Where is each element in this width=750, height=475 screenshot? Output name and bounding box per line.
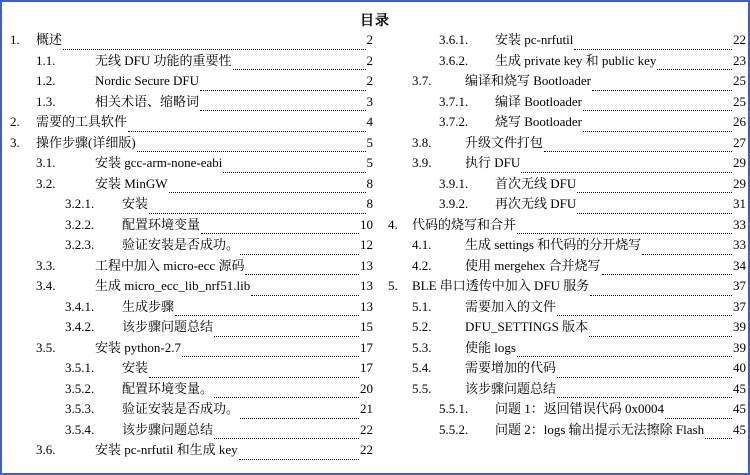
toc-entry-number: 3.	[10, 134, 20, 150]
toc-entry[interactable]	[382, 256, 746, 277]
toc-entry-page: 17	[360, 360, 373, 375]
toc-entry-number: 5.4.	[412, 360, 432, 375]
toc-entry-line	[495, 420, 746, 441]
toc-entry-line	[465, 153, 746, 174]
toc-entry[interactable]	[382, 30, 746, 51]
toc-entry-number: 5.5.2.	[439, 421, 469, 437]
toc-entry-line	[465, 317, 746, 338]
toc-entry-page: 5	[366, 155, 373, 170]
toc-entry-number: 5.3.	[412, 339, 432, 355]
toc-entry-number: 3.2.2.	[65, 216, 95, 232]
toc-entry-line	[36, 30, 373, 51]
toc-entry-number: 3.7.2.	[439, 114, 469, 129]
toc-entry-label: 编译 Bootloader	[495, 93, 583, 109]
dot-leader	[590, 281, 732, 296]
toc-entry-number: 3.5.4.	[65, 421, 95, 437]
toc-entry-label: 问题 1：返回错误代码 0x0004	[495, 401, 665, 416]
toc-entry-label: 验证安装是否成功。	[122, 237, 240, 252]
toc-entry-number: 3.4.	[36, 278, 56, 293]
toc-entry-label: 安装 python-2.7	[95, 339, 181, 355]
toc-entry-label: 操作步骤(详细版)	[36, 134, 136, 150]
toc-entry-page: 29	[733, 175, 746, 191]
toc-column-left	[2, 30, 377, 461]
toc-entry-label: 需要加入的文件	[465, 298, 557, 314]
toc-entry-page: 23	[733, 52, 746, 68]
toc-entry-page: 15	[360, 319, 373, 334]
toc-entry[interactable]	[382, 215, 746, 236]
toc-entry-line	[122, 420, 373, 441]
toc-entry-label: 配置环境变量。	[122, 380, 214, 396]
toc-entry-label: 安装 gcc-arm-none-eabi	[95, 155, 223, 170]
toc-entry-line	[122, 194, 373, 215]
toc-entry-label: 无线 DFU 功能的重要性	[95, 52, 232, 68]
toc-entry-number: 4.1.	[412, 237, 432, 252]
toc-entry-page: 13	[360, 257, 373, 273]
toc-entry-number: 3.2.3.	[65, 237, 95, 252]
toc-entry-number: 5.1.	[412, 298, 432, 314]
toc-entry-page: 29	[733, 155, 746, 170]
toc-entry-page: 22	[360, 421, 373, 437]
toc-entry-label: 问题 2：logs 输出提示无法擦除 Flash	[495, 421, 705, 437]
toc-entry-number: 3.9.2.	[439, 196, 469, 211]
toc-entry-page: 39	[733, 339, 746, 355]
dot-leader	[251, 281, 359, 296]
toc-entry-label: 执行 DFU	[465, 155, 521, 170]
toc-entry[interactable]	[382, 276, 746, 297]
toc-entry-label: 烧写 Bootloader	[495, 114, 583, 129]
dot-leader	[589, 322, 732, 337]
toc-entry-page: 8	[366, 196, 373, 211]
toc-entry[interactable]	[2, 379, 377, 400]
dot-leader	[574, 35, 732, 50]
toc-entry-line	[495, 194, 746, 215]
dot-leader	[602, 260, 732, 275]
toc-entry-label: 安装 pc-nrfutil	[495, 32, 574, 47]
toc-entry-page: 25	[733, 73, 746, 88]
dot-leader	[137, 137, 366, 152]
toc-entry-number: 3.7.1.	[439, 93, 469, 109]
toc-entry-label: 该步骤问题总结	[122, 421, 214, 437]
toc-entry-page: 2	[366, 32, 373, 47]
toc-entry-line	[412, 276, 746, 297]
toc-entry[interactable]	[382, 399, 746, 420]
toc-entry[interactable]	[382, 153, 746, 174]
toc-entry-number: 1.	[10, 32, 20, 47]
toc-entry-line	[465, 358, 746, 379]
toc-entry-line	[465, 71, 746, 92]
toc-entry-label: DFU_SETTINGS 版本	[465, 319, 589, 334]
toc-entry[interactable]	[382, 71, 746, 92]
toc-entry[interactable]	[2, 297, 377, 318]
toc-entry-page: 39	[733, 319, 746, 334]
dot-leader	[705, 424, 732, 439]
toc-entry[interactable]	[2, 338, 377, 359]
dot-leader	[240, 404, 359, 419]
toc-entry-line	[36, 112, 373, 133]
toc-entry-page: 25	[733, 93, 746, 109]
toc-entry-number: 1.2.	[36, 73, 56, 88]
toc-entry[interactable]	[2, 51, 377, 72]
toc-entry-label: 升级文件打包	[465, 134, 544, 150]
toc-entry[interactable]	[382, 112, 746, 133]
toc-entry-number: 4.	[388, 216, 398, 232]
toc-entry-label: 代码的烧写和合并	[412, 216, 517, 232]
toc-entry-line	[495, 399, 746, 420]
toc-entry-line	[122, 297, 373, 318]
dot-leader	[200, 96, 365, 111]
toc-entry-page: 26	[733, 114, 746, 129]
toc-entry-page: 22	[360, 442, 373, 457]
toc-entry[interactable]	[382, 133, 746, 154]
toc-entry-number: 5.5.	[412, 380, 432, 396]
toc-entry-line	[465, 297, 746, 318]
toc-entry[interactable]	[2, 276, 377, 297]
dot-leader	[577, 178, 732, 193]
toc-entry-label: 再次无线 DFU	[495, 196, 577, 211]
dot-leader	[149, 199, 365, 214]
toc-entry-number: 1.1.	[36, 52, 56, 68]
toc-entry-line	[122, 317, 373, 338]
toc-entry-line	[95, 440, 373, 461]
dot-leader	[239, 445, 359, 460]
toc-entry-label: 安装 MinGW	[95, 175, 168, 191]
toc-entry-page: 20	[360, 380, 373, 396]
toc-entry-label: Nordic Secure DFU	[95, 73, 199, 88]
toc-entry-label: 安装	[122, 360, 149, 375]
toc-entry[interactable]	[382, 297, 746, 318]
dot-leader	[583, 117, 732, 132]
toc-entry-page: 37	[733, 278, 746, 293]
toc-entry-page: 33	[733, 237, 746, 252]
toc-entry[interactable]	[2, 235, 377, 256]
toc-entry-line	[122, 215, 373, 236]
toc-entry-label: BLE 串口透传中加入 DFU 服务	[412, 278, 590, 293]
toc-entry-label: 安装	[122, 196, 149, 211]
dot-leader	[517, 342, 732, 357]
toc-entry-number: 3.5.2.	[65, 380, 95, 396]
dot-leader	[201, 219, 359, 234]
toc-entry-line	[95, 256, 373, 277]
toc-entry-page: 31	[733, 196, 746, 211]
toc-entry-line	[465, 379, 746, 400]
toc-entry-page: 34	[733, 257, 746, 273]
toc-entry-line	[465, 256, 746, 277]
toc-entry[interactable]	[2, 317, 377, 338]
toc-entry-page: 22	[733, 32, 746, 47]
dot-leader	[557, 301, 732, 316]
dot-leader	[214, 322, 359, 337]
toc-entry[interactable]	[2, 420, 377, 441]
toc-entry[interactable]	[2, 256, 377, 277]
toc-entry[interactable]	[2, 194, 377, 215]
toc-entry-number: 3.8.	[412, 134, 432, 150]
toc-entry-line	[495, 30, 746, 51]
toc-entry-page: 4	[366, 114, 373, 129]
dot-leader	[233, 55, 366, 70]
toc-entry-label: 相关术语、缩略词	[95, 93, 200, 109]
toc-entry[interactable]	[2, 440, 377, 461]
toc-column-right	[382, 30, 746, 440]
toc-entry[interactable]	[382, 235, 746, 256]
toc-entry-page: 37	[733, 298, 746, 314]
dot-leader	[63, 35, 365, 50]
toc-entry-label: 生成 private key 和 public key	[495, 52, 657, 68]
toc-entry[interactable]	[2, 215, 377, 236]
toc-entry[interactable]	[382, 317, 746, 338]
toc-entry[interactable]	[382, 51, 746, 72]
toc-entry-line	[122, 379, 373, 400]
toc-entry-number: 1.3.	[36, 93, 56, 109]
toc-entry-label: 该步骤问题总结	[122, 319, 214, 334]
toc-entry-number: 3.5.	[36, 339, 56, 355]
toc-entry-label: 验证安装是否成功。	[122, 401, 240, 416]
toc-entry-page: 3	[366, 93, 373, 109]
dot-leader	[175, 301, 359, 316]
toc-entry-page: 8	[366, 175, 373, 191]
dot-leader	[200, 76, 366, 91]
toc-entry-line	[95, 71, 373, 92]
toc-entry-line	[495, 112, 746, 133]
dot-leader	[657, 55, 732, 70]
toc-entry[interactable]	[2, 71, 377, 92]
dot-leader	[182, 342, 359, 357]
toc-entry[interactable]	[382, 174, 746, 195]
toc-entry-page: 12	[360, 237, 373, 252]
toc-entry-page: 45	[733, 421, 746, 437]
toc-entry-number: 3.1.	[36, 155, 56, 170]
dot-leader	[245, 260, 359, 275]
toc-entry[interactable]	[2, 92, 377, 113]
toc-entry-line	[495, 51, 746, 72]
dot-leader	[557, 383, 732, 398]
dot-leader	[128, 117, 365, 132]
toc-entry-label: 需要增加的代码	[465, 360, 557, 375]
toc-entry-line	[95, 92, 373, 113]
dot-leader	[214, 383, 359, 398]
toc-entry-line	[95, 338, 373, 359]
toc-entry-page: 40	[733, 360, 746, 375]
dot-leader	[642, 240, 732, 255]
toc-entry-page: 45	[733, 401, 746, 416]
dot-leader	[223, 158, 365, 173]
toc-entry-page: 21	[360, 401, 373, 416]
toc-entry-label: 该步骤问题总结	[465, 380, 557, 396]
toc-entry-line	[95, 174, 373, 195]
toc-entry-label: 需要的工具软件	[36, 114, 128, 129]
toc-entry-label: 配置环境变量	[122, 216, 201, 232]
toc-entry-line	[95, 51, 373, 72]
dot-leader	[214, 424, 359, 439]
toc-entry-page: 2	[366, 73, 373, 88]
toc-entry-line	[495, 174, 746, 195]
toc-entry-label: 首次无线 DFU	[495, 175, 577, 191]
toc-entry-number: 2.	[10, 114, 20, 129]
toc-entry[interactable]	[382, 358, 746, 379]
dot-leader	[592, 76, 732, 91]
toc-entry-label: 生成 micro_ecc_lib_nrf51.lib	[95, 278, 251, 293]
toc-entry-label: 使用 mergehex 合并烧写	[465, 257, 601, 273]
toc-entry-number: 5.5.1.	[439, 401, 469, 416]
toc-entry-number: 5.	[388, 278, 398, 293]
toc-entry-number: 3.5.3.	[65, 401, 95, 416]
dot-leader	[583, 96, 732, 111]
toc-entry-number: 3.2.1.	[65, 196, 95, 211]
toc-entry-number: 3.4.2.	[65, 319, 95, 334]
toc-entry-line	[122, 399, 373, 420]
dot-leader	[240, 240, 359, 255]
toc-entry-label: 使能 logs	[465, 339, 516, 355]
toc-entry-label: 概述	[36, 32, 63, 47]
toc-entry-number: 3.7.	[412, 73, 432, 88]
toc-entry-line	[412, 215, 746, 236]
toc-entry-label: 生成 settings 和代码的分开烧写	[465, 237, 642, 252]
toc-entry-number: 3.6.2.	[439, 52, 469, 68]
toc-entry[interactable]	[2, 358, 377, 379]
toc-entry-line	[465, 235, 746, 256]
toc-entry[interactable]	[2, 112, 377, 133]
toc-entry[interactable]	[382, 338, 746, 359]
toc-entry-label: 安装 pc-nrfutil 和生成 key	[95, 442, 238, 457]
toc-entry-line	[95, 276, 373, 297]
toc-entry-line	[36, 133, 373, 154]
toc-entry[interactable]	[382, 420, 746, 441]
toc-entry-line	[95, 153, 373, 174]
toc-entry-line	[495, 92, 746, 113]
toc-entry-page: 17	[360, 339, 373, 355]
toc-entry[interactable]	[2, 153, 377, 174]
toc-entry-number: 3.6.	[36, 442, 56, 457]
toc-entry-line	[122, 358, 373, 379]
dot-leader	[149, 363, 359, 378]
toc-entry-line	[465, 338, 746, 359]
toc-entry-label: 编译和烧写 Bootloader	[465, 73, 592, 88]
toc-entry-number: 3.9.	[412, 155, 432, 170]
toc-entry[interactable]	[382, 379, 746, 400]
dot-leader	[665, 404, 732, 419]
dot-leader	[557, 363, 732, 378]
toc-entry-page: 5	[366, 134, 373, 150]
toc-entry-number: 3.9.1.	[439, 175, 469, 191]
toc-entry-page: 10	[360, 216, 373, 232]
toc-entry[interactable]	[2, 133, 377, 154]
toc-entry[interactable]	[2, 174, 377, 195]
toc-entry-number: 3.6.1.	[439, 32, 469, 47]
toc-title: 目录	[360, 14, 390, 29]
dot-leader	[577, 199, 732, 214]
toc-entry-page: 27	[733, 134, 746, 150]
dot-leader	[521, 158, 732, 173]
toc-entry-page: 45	[733, 380, 746, 396]
toc-entry-number: 3.2.	[36, 175, 56, 191]
toc-entry-number: 3.5.1.	[65, 360, 95, 375]
dot-leader	[544, 137, 732, 152]
toc-entry-number: 4.2.	[412, 257, 432, 273]
toc-entry-number: 5.2.	[412, 319, 432, 334]
toc-entry-number: 3.3.	[36, 257, 56, 273]
toc-entry-label: 生成步骤	[122, 298, 175, 314]
toc-entry-page: 13	[360, 278, 373, 293]
toc-entry-page: 33	[733, 216, 746, 232]
dot-leader	[169, 178, 366, 193]
toc-entry-page: 2	[366, 52, 373, 68]
toc-entry-line	[122, 235, 373, 256]
toc-entry-page: 13	[360, 298, 373, 314]
toc-entry[interactable]	[382, 92, 746, 113]
toc-entry-number: 3.4.1.	[65, 298, 95, 314]
toc-entry[interactable]	[2, 399, 377, 420]
toc-entry-label: 工程中加入 micro-ecc 源码	[95, 257, 245, 273]
toc-entry-line	[465, 133, 746, 154]
dot-leader	[517, 219, 732, 234]
toc-entry[interactable]	[382, 194, 746, 215]
toc-entry[interactable]	[2, 30, 377, 51]
